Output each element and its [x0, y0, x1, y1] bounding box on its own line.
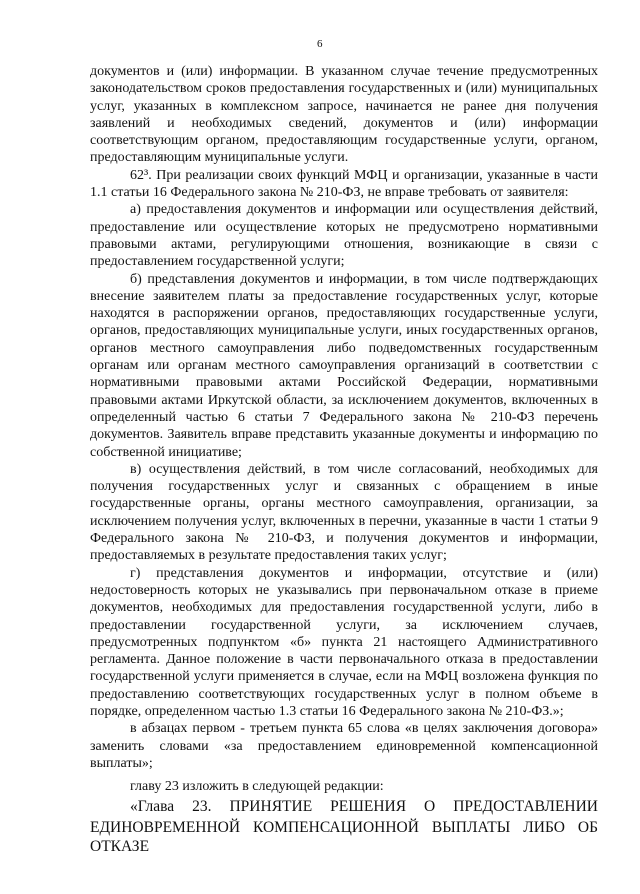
- paragraph-continuation: документов и (или) информации. В указанном случае течение предусмотренных законодательством сроков предоставления государственных и (или) муниципальных услуг, указанных в комплексном запросе, начинается не ранее дня получения заявлений и необходимых сведений, документов и (или) информации соответствующим органом, предоставляющим государственные услуги, органом, предоставляющим муниципальные услуги.: [90, 64, 598, 166]
- page-number: 6: [317, 38, 323, 50]
- paragraph-item-g: г) представления документов и информации, отсутствие и (или) недостоверность которых не указывались при первоначальном отказе в приеме документов, необходимых для предоставления государственной услуги, либо в предоставлении государственной услуги, за исключением случаев, предусмотренных подпунктом «б» пункта 21 настоящего Административного регламента. Данное положение в части первоначального отказа в предоставлении государственной услуги применяется в случае, если на МФЦ возложена функция по предоставлению соответствующих государственных услуг в полном объеме в порядке, определенном частью 1.3 статьи 16 Федерального закона № 210-ФЗ.»;: [90, 565, 598, 719]
- paragraph-chapter-23-intro: главу 23 изложить в следующей редакции:: [130, 779, 384, 795]
- document-body: [90, 63, 598, 856]
- paragraph-item-a: а) предоставления документов и информации или осуществления действий, предоставление или осуществление которых не предусмотрено нормативными правовыми актами, регулирующими отношения, возникающие в связи с предоставлением государственной услуги;: [90, 202, 598, 270]
- paragraph-item-v: в) осуществления действий, в том числе согласований, необходимых для получения государственных услуг и связанных с обращением в иные государственные органы, органы местного самоуправления, организации, за исключением получения услуг, включенных в перечни, указанные в части 1 статьи 9 Федерального закона № 210-ФЗ, и получения документов и информации, предоставляемых в результате предоставления таких услуг;: [90, 461, 598, 564]
- chapter-heading-line-2: ЕДИНОВРЕМЕННОЙ КОМПЕНСАЦИОННОЙ ВЫПЛАТЫ ЛИБО ОБ ОТКАЗЕ: [90, 819, 598, 856]
- chapter-heading-line-1: «Глава 23. ПРИНЯТИЕ РЕШЕНИЯ О ПРЕДОСТАВЛЕНИИ: [130, 798, 598, 816]
- paragraph-point-65-amendment: в абзацах первом - третьем пункта 65 слова «в целях заключения договора» заменить словами «за предоставлением единовременной компенсационной выплаты»;: [90, 721, 598, 771]
- paragraph-item-b: б) представления документов и информации, в том числе подтверждающих внесение заявителем платы за предоставление государственных услуг, которые находятся в распоряжении органов, предоставляющих государственные услуги, органов, предоставляющих муниципальные услуги, иных государственных органов, органов местного самоуправления либо подведомственных государственным органам или органам местного самоуправления организаций в соответствии с нормативными правовыми актами Российской Федерации, нормативными правовыми актами Иркутской области, за исключением документов, включенных в определенный частью 6 статьи 7 Федерального закона № 210-ФЗ перечень документов. Заявитель вправе представить указанные документы и информацию по собственной инициативе;: [90, 271, 598, 460]
- paragraph-62-3: 62³. При реализации своих функций МФЦ и организации, указанные в части 1.1 статьи 16 Федерального закона № 210-ФЗ, не вправе требовать от заявителя:: [90, 167, 598, 201]
